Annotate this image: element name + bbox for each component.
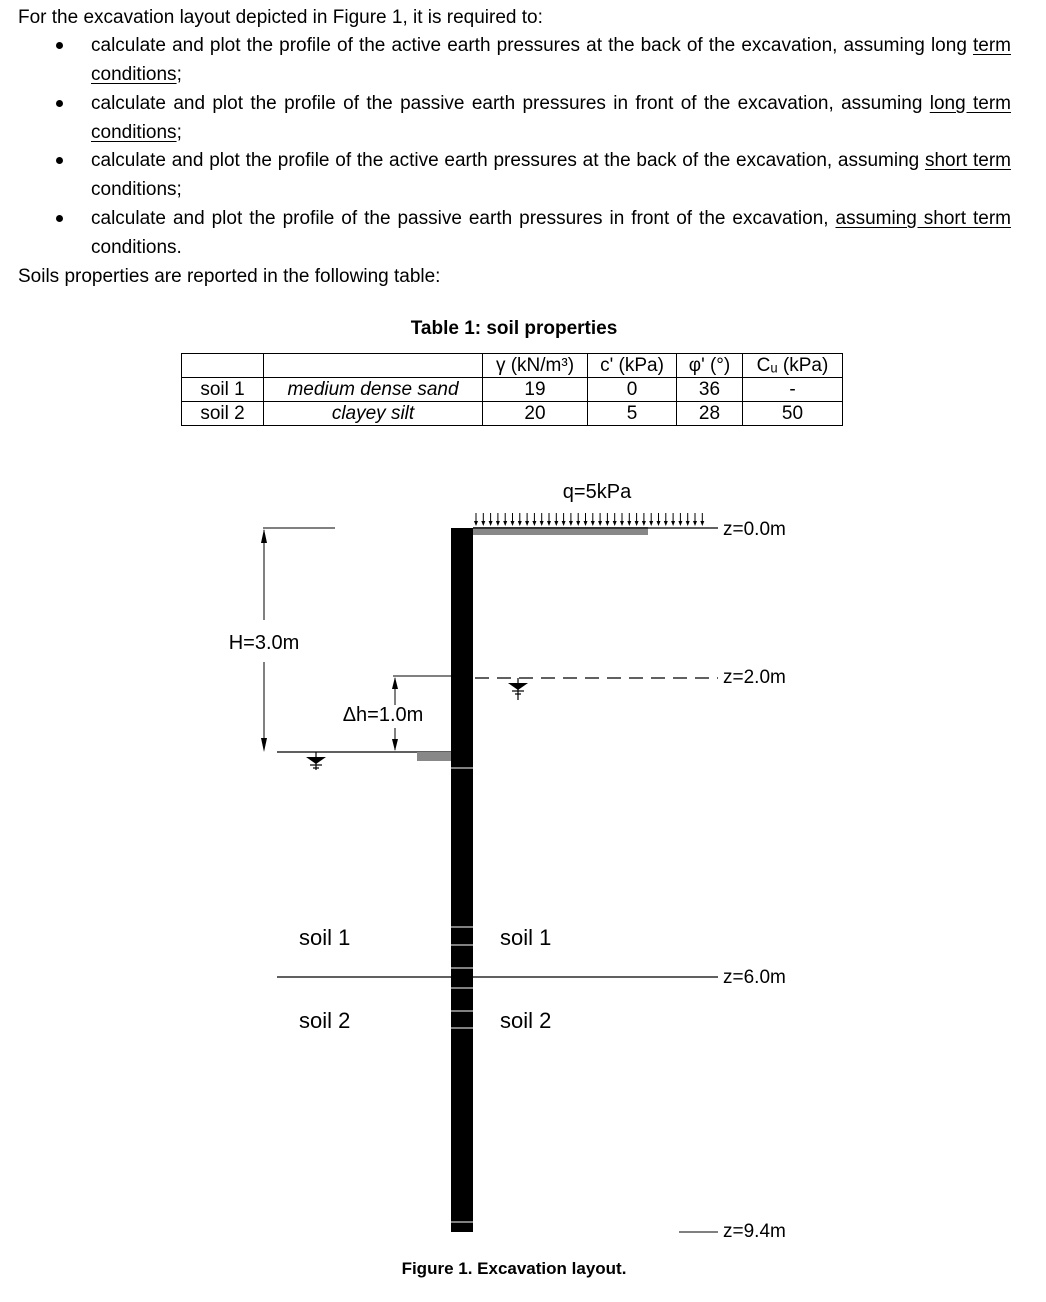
arrow-head-icon bbox=[620, 521, 624, 526]
soil-label: soil 2 bbox=[500, 1008, 552, 1033]
arrow-down-icon bbox=[392, 739, 398, 751]
arrow-head-icon bbox=[554, 521, 558, 526]
depth-label: z=9.4m bbox=[723, 1221, 786, 1242]
arrow-head-icon bbox=[481, 521, 485, 526]
list-item-text: calculate and plot the profile of the active earth pressures at the back of the excavation, assuming bbox=[91, 150, 925, 171]
list-item-emphasis: short term bbox=[924, 150, 1011, 171]
water-table-icon bbox=[508, 678, 528, 700]
arrow-head-icon bbox=[496, 521, 500, 526]
arrow-head-icon bbox=[635, 521, 639, 526]
table-intro: Soils properties are reported in the following table: bbox=[18, 266, 441, 287]
table-cell: - bbox=[743, 378, 843, 402]
list-item-text: ; bbox=[176, 122, 182, 143]
h-label: H=3.0m bbox=[228, 632, 300, 654]
arrow-head-icon bbox=[511, 521, 515, 526]
arrow-head-icon bbox=[474, 521, 478, 526]
arrow-head-icon bbox=[686, 521, 690, 526]
table-cell: 5 bbox=[588, 402, 677, 426]
arrow-head-icon bbox=[693, 521, 697, 526]
arrow-up-icon bbox=[261, 529, 267, 543]
table-cell: 50 bbox=[743, 402, 843, 426]
arrow-head-icon bbox=[562, 521, 566, 526]
arrow-head-icon bbox=[576, 521, 580, 526]
depth-label: z=2.0m bbox=[723, 667, 786, 688]
arrow-head-icon bbox=[627, 521, 631, 526]
arrow-head-icon bbox=[532, 521, 536, 526]
table-title: Table 1: soil properties bbox=[410, 318, 618, 339]
depth-label: z=6.0m bbox=[723, 967, 786, 988]
list-item-text: calculate and plot the profile of the passive earth pressures in front of the excavation, assuming bbox=[91, 93, 930, 114]
arrow-head-icon bbox=[584, 521, 588, 526]
arrow-head-icon bbox=[613, 521, 617, 526]
arrow-head-icon bbox=[540, 521, 544, 526]
table-cell: 28 bbox=[677, 402, 743, 426]
arrow-head-icon bbox=[700, 521, 704, 526]
intro-text: For the excavation layout depicted in Figure 1, it is required to: bbox=[18, 7, 543, 28]
surcharge-load-arrows bbox=[474, 513, 704, 526]
arrow-head-icon bbox=[518, 521, 522, 526]
arrow-head-icon bbox=[642, 521, 646, 526]
arrow-head-icon bbox=[671, 521, 675, 526]
soil-label: soil 1 bbox=[500, 925, 552, 950]
table-header-cell: c' (kPa) bbox=[588, 354, 677, 378]
list-item-emphasis: long term conditions bbox=[91, 93, 1011, 143]
arrow-head-icon bbox=[657, 521, 661, 526]
figure-caption: Figure 1. Excavation layout. bbox=[401, 1259, 627, 1278]
arrow-head-icon bbox=[605, 521, 609, 526]
arrow-head-icon bbox=[489, 521, 493, 526]
arrow-head-icon bbox=[678, 521, 682, 526]
list-item-text: conditions; bbox=[91, 179, 182, 200]
list-item-emphasis: assuming short term bbox=[835, 208, 1011, 229]
list-item-text: conditions. bbox=[91, 237, 182, 258]
table-cell: soil 1 bbox=[182, 378, 264, 402]
table-cell: soil 2 bbox=[182, 402, 264, 426]
surcharge-load-label: q=5kPa bbox=[562, 481, 632, 503]
water-table-icon bbox=[306, 752, 326, 770]
arrow-head-icon bbox=[598, 521, 602, 526]
depth-label: z=0.0m bbox=[723, 519, 786, 540]
arrow-down-icon bbox=[261, 738, 267, 752]
dh-label: Δh=1.0m bbox=[342, 704, 424, 726]
soil-label: soil 2 bbox=[299, 1008, 351, 1033]
arrow-head-icon bbox=[547, 521, 551, 526]
arrow-head-icon bbox=[503, 521, 507, 526]
arrow-head-icon bbox=[525, 521, 529, 526]
list-item-text: calculate and plot the profile of the active earth pressures at the back of the excavation, assuming long bbox=[91, 35, 973, 56]
table-cell: 36 bbox=[677, 378, 743, 402]
list-item-emphasis: term conditions bbox=[91, 35, 1011, 85]
list-item-text: calculate and plot the profile of the passive earth pressures in front of the excavation, bbox=[91, 208, 836, 229]
sheet-pile-wall bbox=[451, 528, 473, 1232]
table-header-cell: Cᵤ (kPa) bbox=[743, 354, 843, 378]
list-item-text: ; bbox=[176, 64, 182, 85]
table-header-cell: γ (kN/m³) bbox=[483, 354, 588, 378]
arrow-head-icon bbox=[649, 521, 653, 526]
table-cell: medium dense sand bbox=[264, 378, 483, 402]
arrow-up-icon bbox=[392, 677, 398, 689]
table-cell: 20 bbox=[483, 402, 588, 426]
table-cell: 19 bbox=[483, 378, 588, 402]
arrow-head-icon bbox=[591, 521, 595, 526]
table-cell: clayey silt bbox=[264, 402, 483, 426]
excavation-ground bbox=[417, 752, 451, 761]
arrow-head-icon bbox=[569, 521, 573, 526]
table-header-cell: φ' (°) bbox=[677, 354, 743, 378]
table-cell: 0 bbox=[588, 378, 677, 402]
arrow-head-icon bbox=[664, 521, 668, 526]
soil-label: soil 1 bbox=[299, 925, 351, 950]
